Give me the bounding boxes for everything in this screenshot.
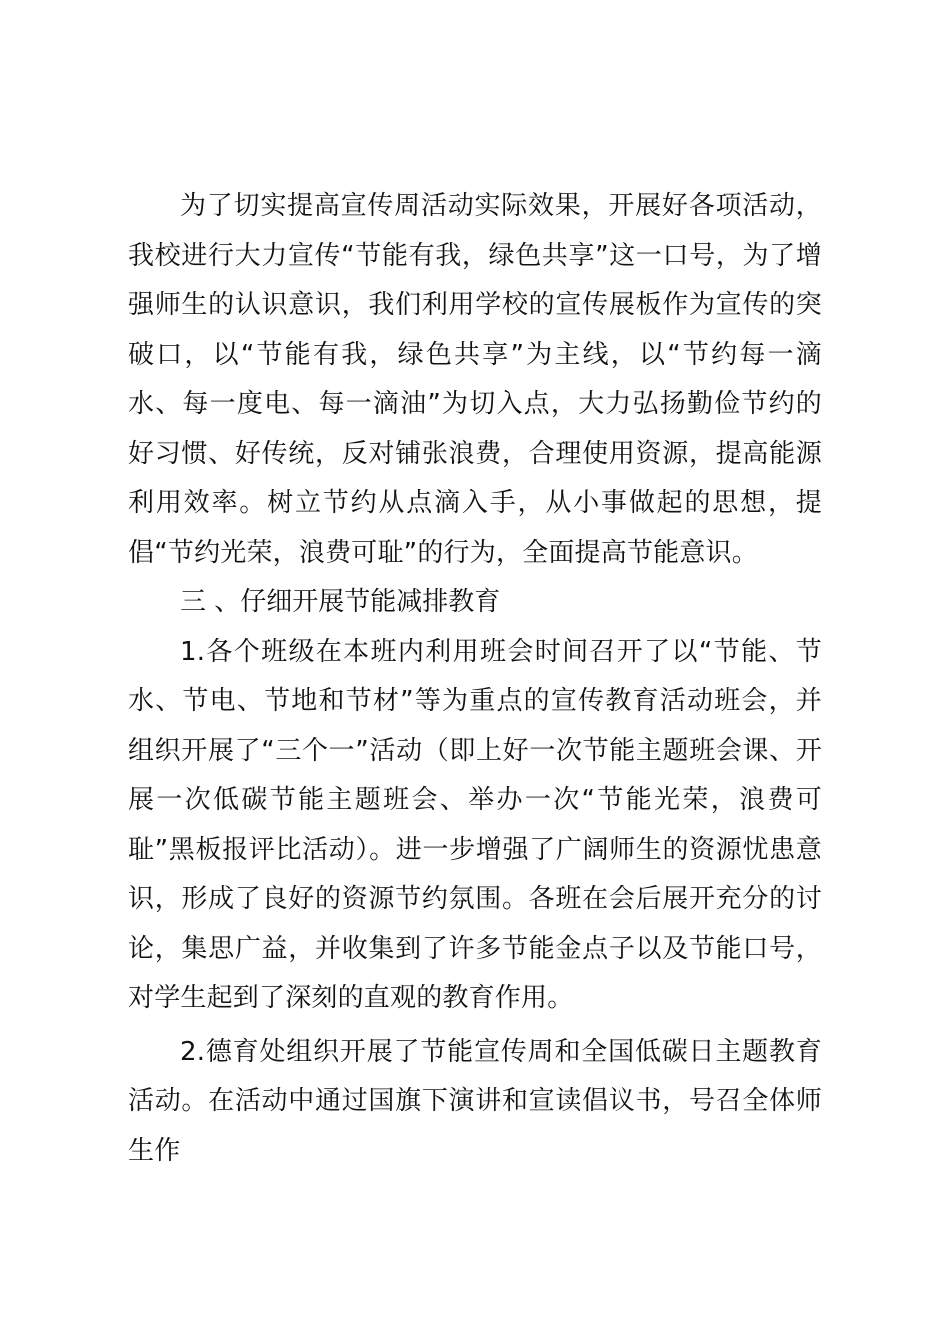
- section-heading-3: 三 、仔细开展节能减排教育: [180, 587, 501, 617]
- paragraph-publicity: 为了切实提高宣传周活动实际效果，开展好各项活动，我校进行大力宣传“节能有我，绿色共享”这一口号，为了增强师生的认识意识，我们利用学校的宣传展板作为宣传的突破口，以“节能有我，绿色共享”为主线，以“节约每一滴水、每一度电、每一滴油”为切入点，大力弘扬勤俭节约的好习惯、好传统，反对铺张浪费，合理使用资源，提高能源利用效率。树立节约从点滴入手，从小事做起的思想，提倡“节约光荣，浪费可耻”的行为，全面提高节能意识。: [128, 191, 822, 568]
- paragraph-class-meetings: 1.各个班级在本班内利用班会时间召开了以“节能、节水、节电、节地和节材”等为重点的宣传教育活动班会，并组织开展了“三个一”活动（即上好一次节能主题班会课、开展一次低碳节能主题班会、举办一次“节能光荣，浪费可耻”黑板报评比活动）。进一步增强了广阔师生的资源忧患意识，形成了良好的资源节约氛围。各班在会后展开充分的讨论，集思广益，并收集到了许多节能金点子以及节能口号，对学生起到了深刻的直观的教育作用。: [128, 636, 822, 1013]
- paragraph-moral-education: 2.德育处组织开展了节能宣传周和全国低碳日主题教育活动。在活动中通过国旗下演讲和宣读倡议书，号召全体师生作: [128, 1036, 822, 1166]
- document-body: [128, 182, 822, 1176]
